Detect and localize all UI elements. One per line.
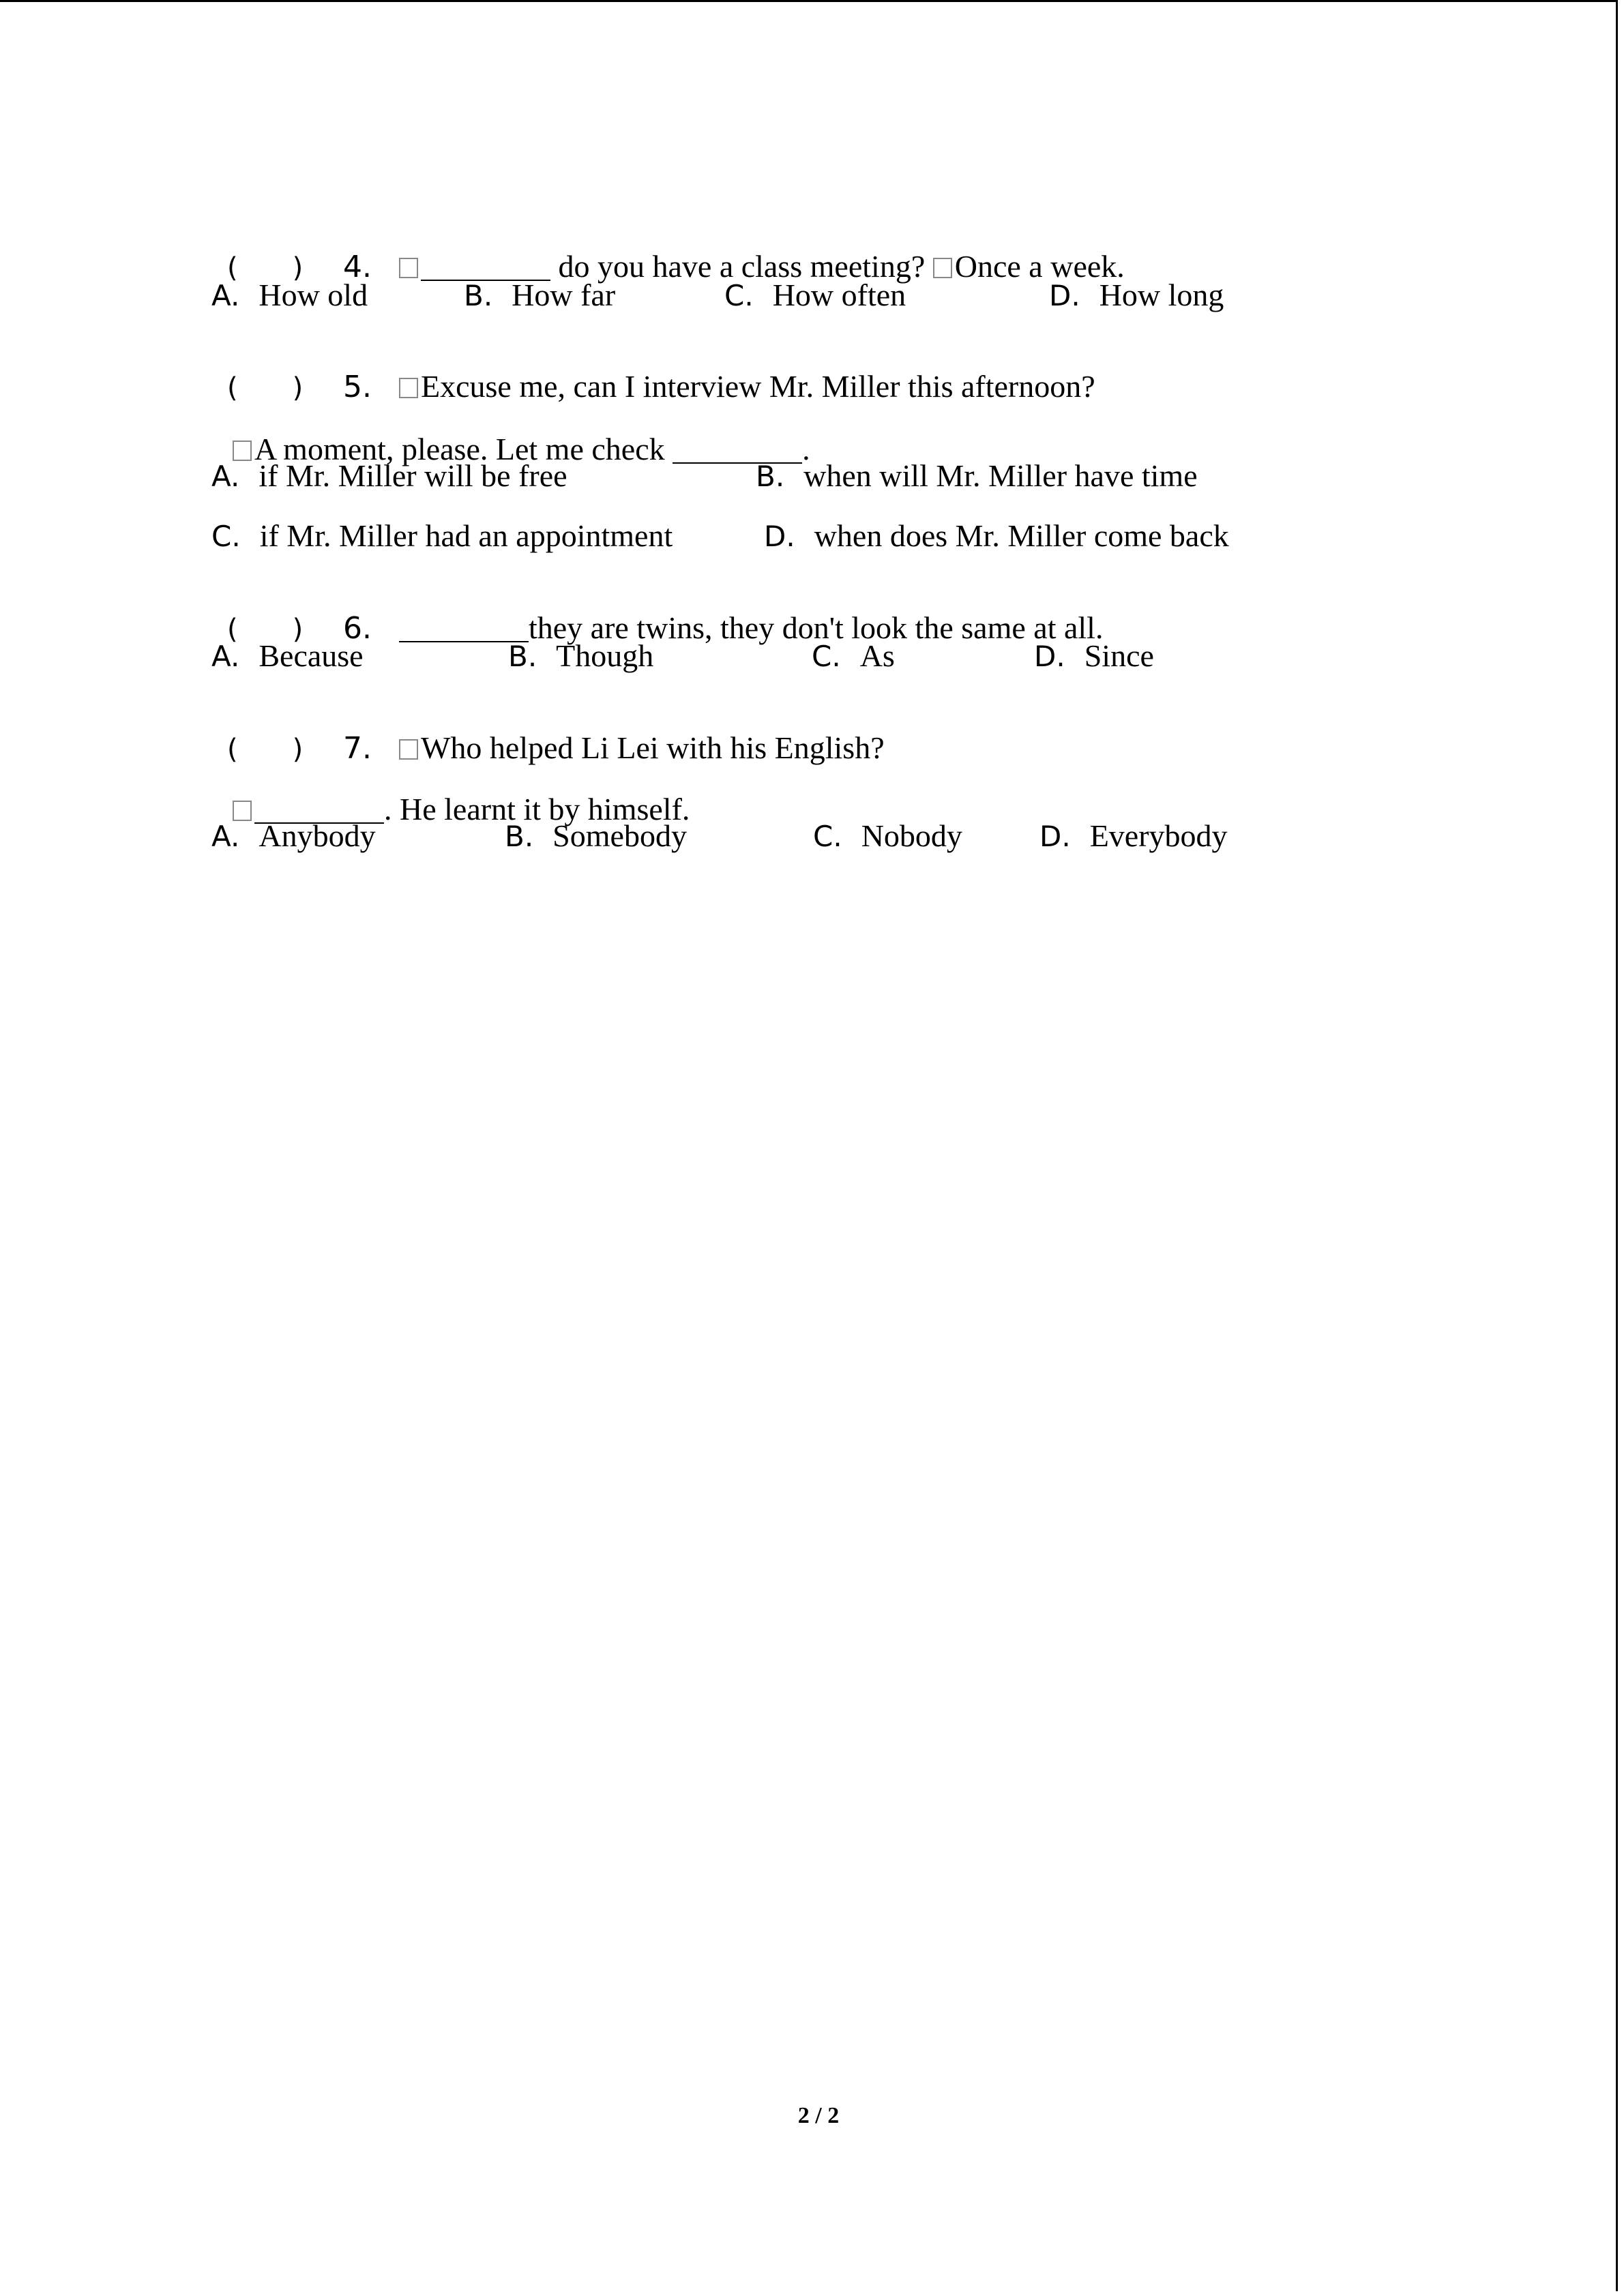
question-6-stem (211, 581, 1103, 644)
answer-paren: ( ) (227, 372, 304, 404)
speaker-box-icon (399, 739, 418, 760)
question-text: do you have a class meeting? (550, 249, 933, 284)
option-d: D. How long (1049, 278, 1224, 312)
option-a: A. Because (211, 638, 364, 673)
answer-text: Once a week. (954, 249, 1125, 284)
question-text: Excuse me, can I interview Mr. Miller this afternoon? (420, 369, 1095, 404)
option-d: D. when does Mr. Miller come back (764, 518, 1229, 553)
option-c: C. if Mr. Miller had an appointment (211, 518, 673, 553)
option-b: B. How far (464, 278, 616, 312)
question-text: they are twins, they don't look the same at all. (528, 610, 1104, 645)
question-7-response (217, 762, 690, 825)
speaker-box-icon (399, 258, 418, 278)
question-number: 6. (343, 611, 372, 646)
speaker-box-icon (233, 441, 252, 461)
question-5-stem (211, 340, 1095, 402)
page-number: 2 / 2 (797, 2103, 840, 2128)
question-4-stem (211, 220, 1125, 282)
option-a: A. if Mr. Miller will be free (211, 458, 567, 493)
option-d: D. Since (1034, 638, 1154, 673)
response-end: . (802, 432, 810, 466)
response-text: . He learnt it by himself. (384, 792, 690, 826)
answer-blank (421, 252, 550, 281)
question-5-response (217, 402, 810, 465)
option-d: D. Everybody (1039, 818, 1228, 853)
option-c: C. As (812, 638, 895, 673)
option-b: B. Though (508, 638, 654, 673)
option-a: A. How old (211, 278, 368, 312)
answer-paren: ( ) (227, 252, 304, 284)
option-a: A. Anybody (211, 818, 376, 853)
answer-blank (399, 614, 529, 642)
option-b: B. when will Mr. Miller have time (756, 458, 1198, 493)
speaker-box-icon (933, 258, 952, 278)
answer-paren: ( ) (227, 614, 304, 645)
speaker-box-icon (399, 378, 418, 398)
question-7-stem (211, 701, 885, 764)
question-number: 4. (343, 250, 372, 284)
response-text: A moment, please. Let me check (254, 432, 673, 466)
option-c: C. How often (724, 278, 906, 312)
option-c: C. Nobody (813, 818, 962, 853)
question-number: 5. (343, 370, 372, 404)
question-number: 7. (343, 731, 372, 766)
question-text: Who helped Li Lei with his English? (420, 730, 885, 765)
option-b: B. Somebody (505, 818, 687, 853)
answer-paren: ( ) (227, 734, 304, 765)
speaker-box-icon (233, 801, 252, 821)
